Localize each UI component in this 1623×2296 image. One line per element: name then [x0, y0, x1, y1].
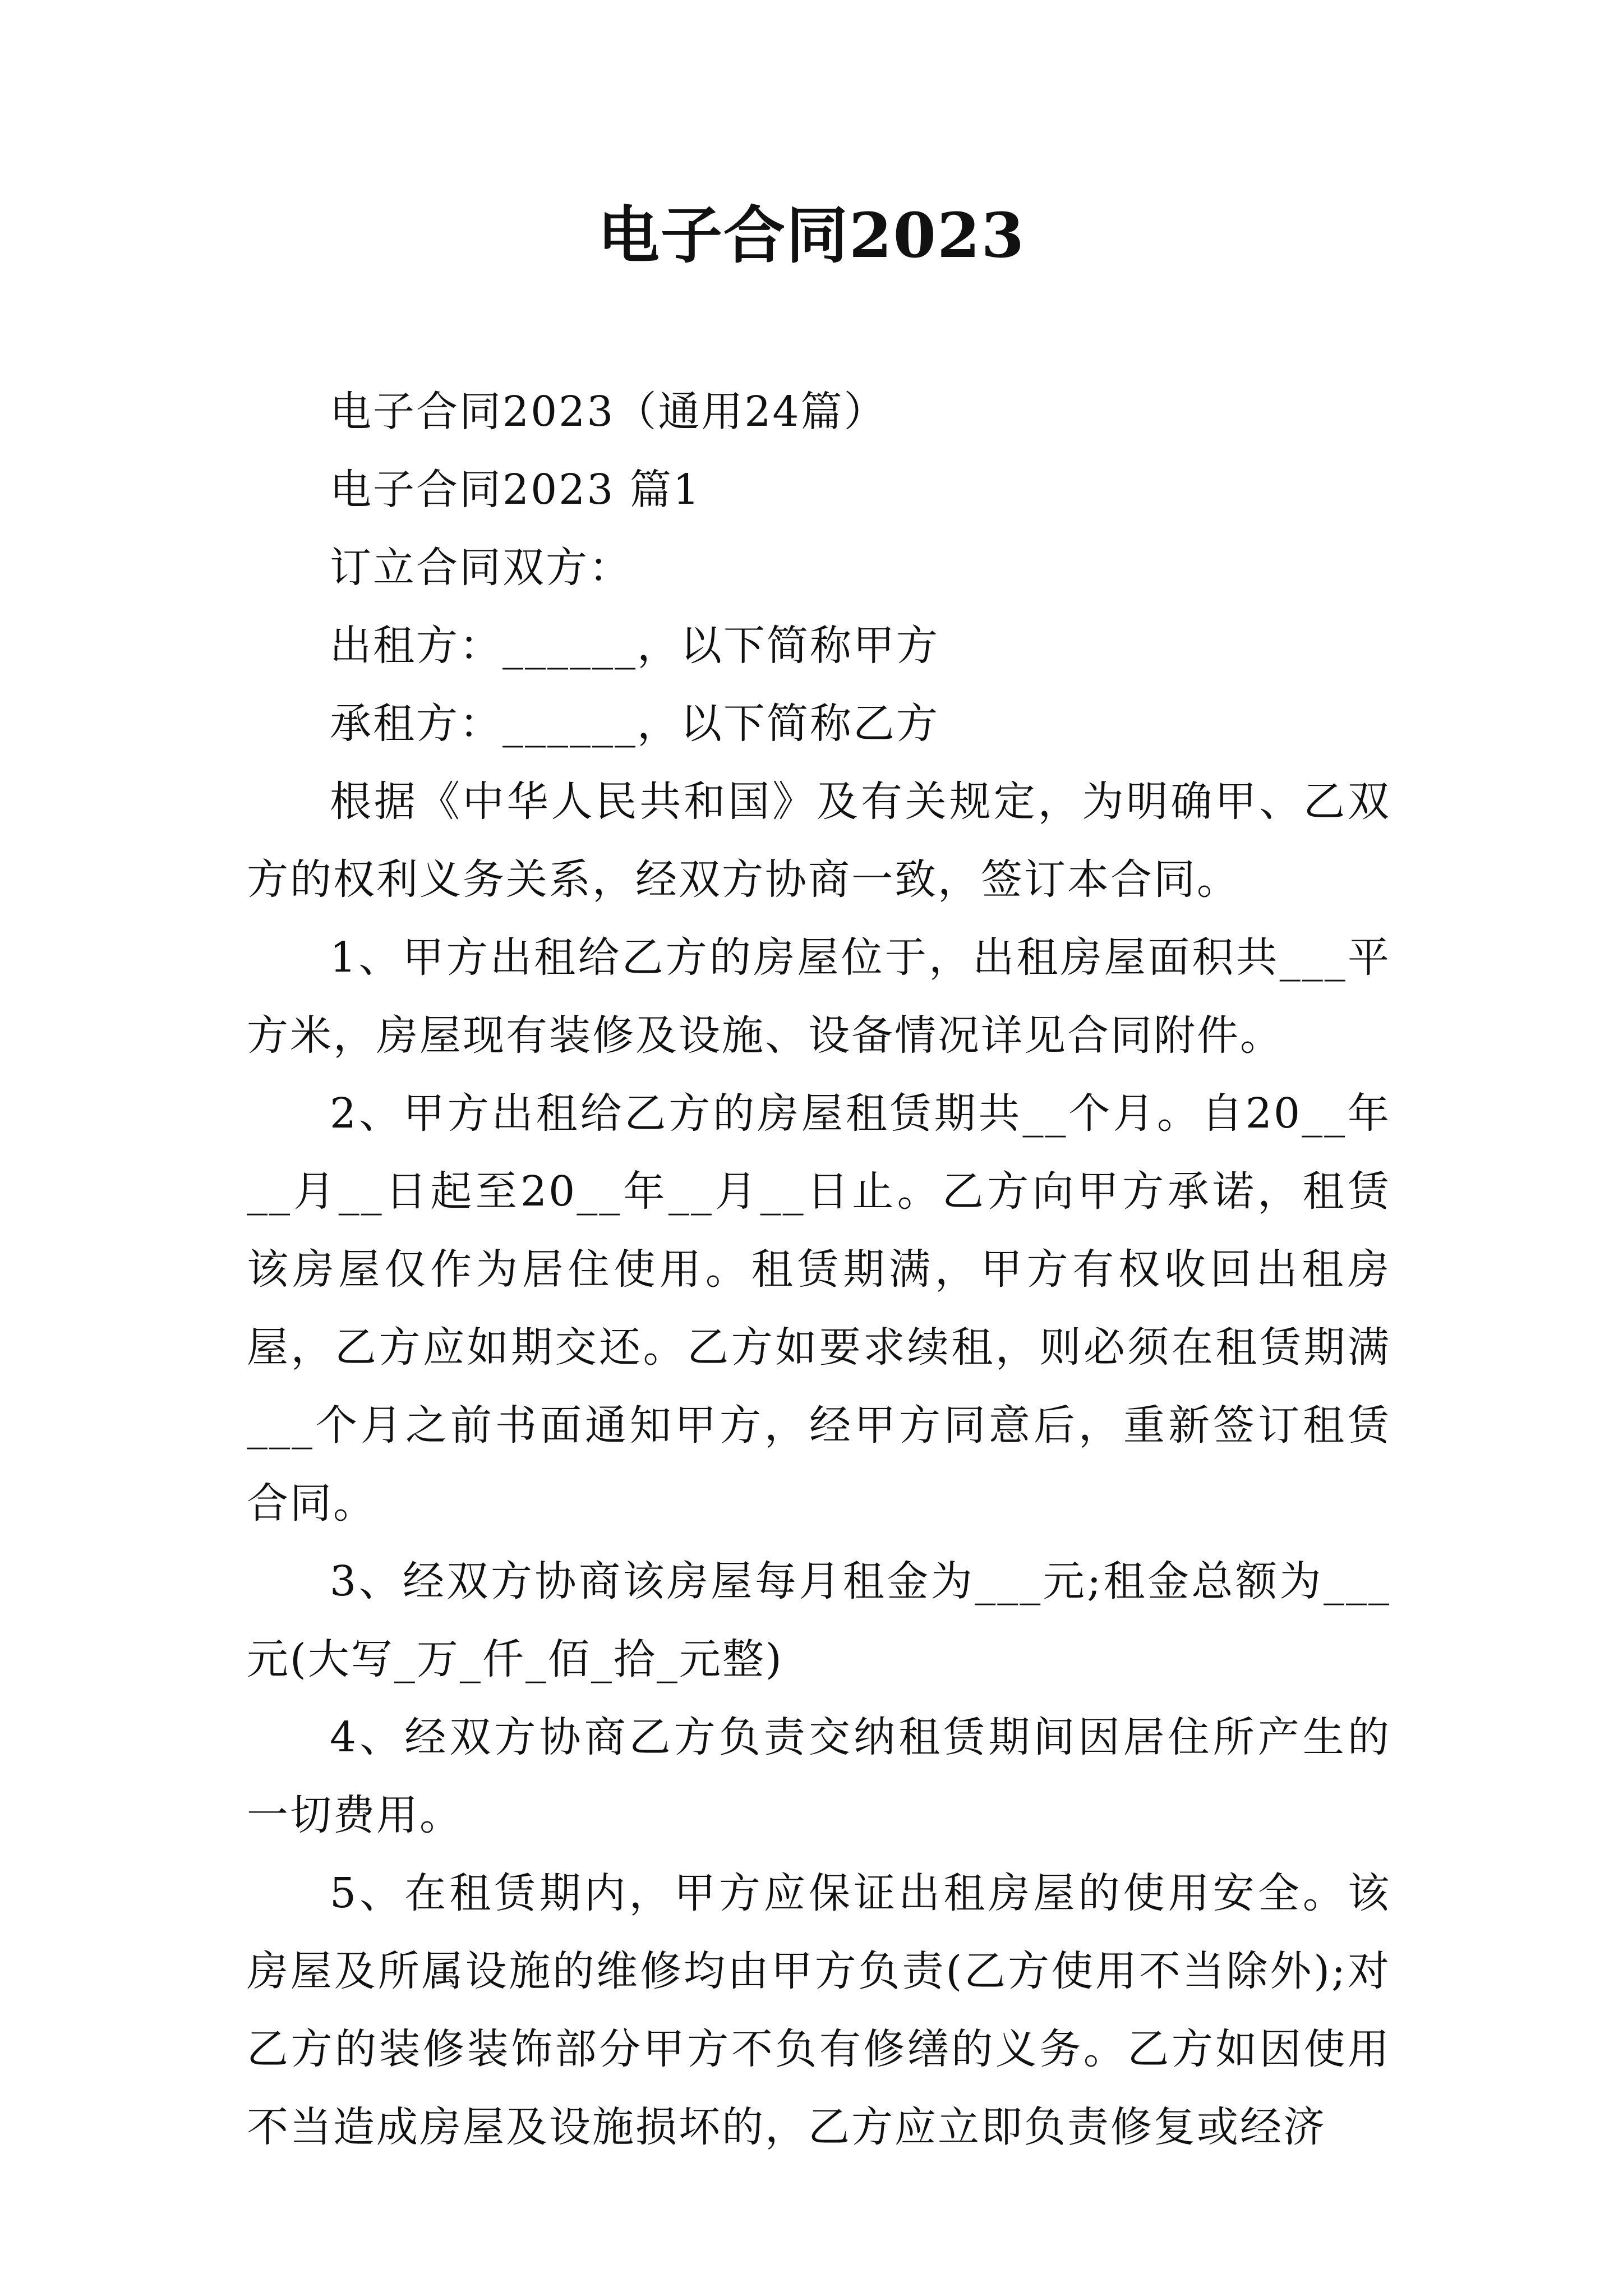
- paragraph-parties-heading: 订立合同双方：: [330, 544, 632, 592]
- document-body: [247, 373, 1391, 2166]
- paragraph-subtitle: 电子合同2023（通用24篇）: [330, 388, 887, 436]
- document-title: 电子合同2023: [597, 199, 1026, 272]
- paragraph-clause-2: 2、甲方出租给乙方的房屋租赁期共__个月。自20__年__月__日起至20__年__月__日止。乙方向甲方承诺，租赁该房屋仅作为居住使用。租赁期满，甲方有权收回出租房屋，乙方应如期交还。乙方如要求续租，则必须在租赁期满___个月之前书面通知甲方，经甲方同意后，重新签订租赁合同。: [247, 1089, 1391, 1527]
- paragraph-lessee: 承租方：______，以下简称乙方: [330, 700, 939, 748]
- paragraph-clause-4: 4、经双方协商乙方负责交纳租赁期间因居住所产生的一切费用。: [247, 1713, 1391, 1839]
- paragraph-clause-1: 1、甲方出租给乙方的房屋位于，出租房屋面积共___平方米，房屋现有装修及设施、设备情况详见合同附件。: [247, 933, 1391, 1060]
- paragraph-section-heading: 电子合同2023 篇1: [330, 466, 701, 514]
- paragraph-lessor: 出租方：______，以下简称甲方: [330, 622, 939, 670]
- paragraph-clause-5: 5、在租赁期内，甲方应保证出租房屋的使用安全。该房屋及所属设施的维修均由甲方负责(乙方使用不当除外);对乙方的装修装饰部分甲方不负有修缮的义务。乙方如因使用不当造成房屋及设施损坏的，乙方应立即负责修复或经济: [247, 1869, 1391, 2151]
- paragraph-clause-3: 3、经双方协商该房屋每月租金为___元;租金总额为___元(大写_万_仟_佰_拾_元整): [247, 1557, 1391, 1683]
- paragraph-preamble: 根据《中华人民共和国》及有关规定，为明确甲、乙双方的权利义务关系，经双方协商一致，签订本合同。: [247, 777, 1391, 904]
